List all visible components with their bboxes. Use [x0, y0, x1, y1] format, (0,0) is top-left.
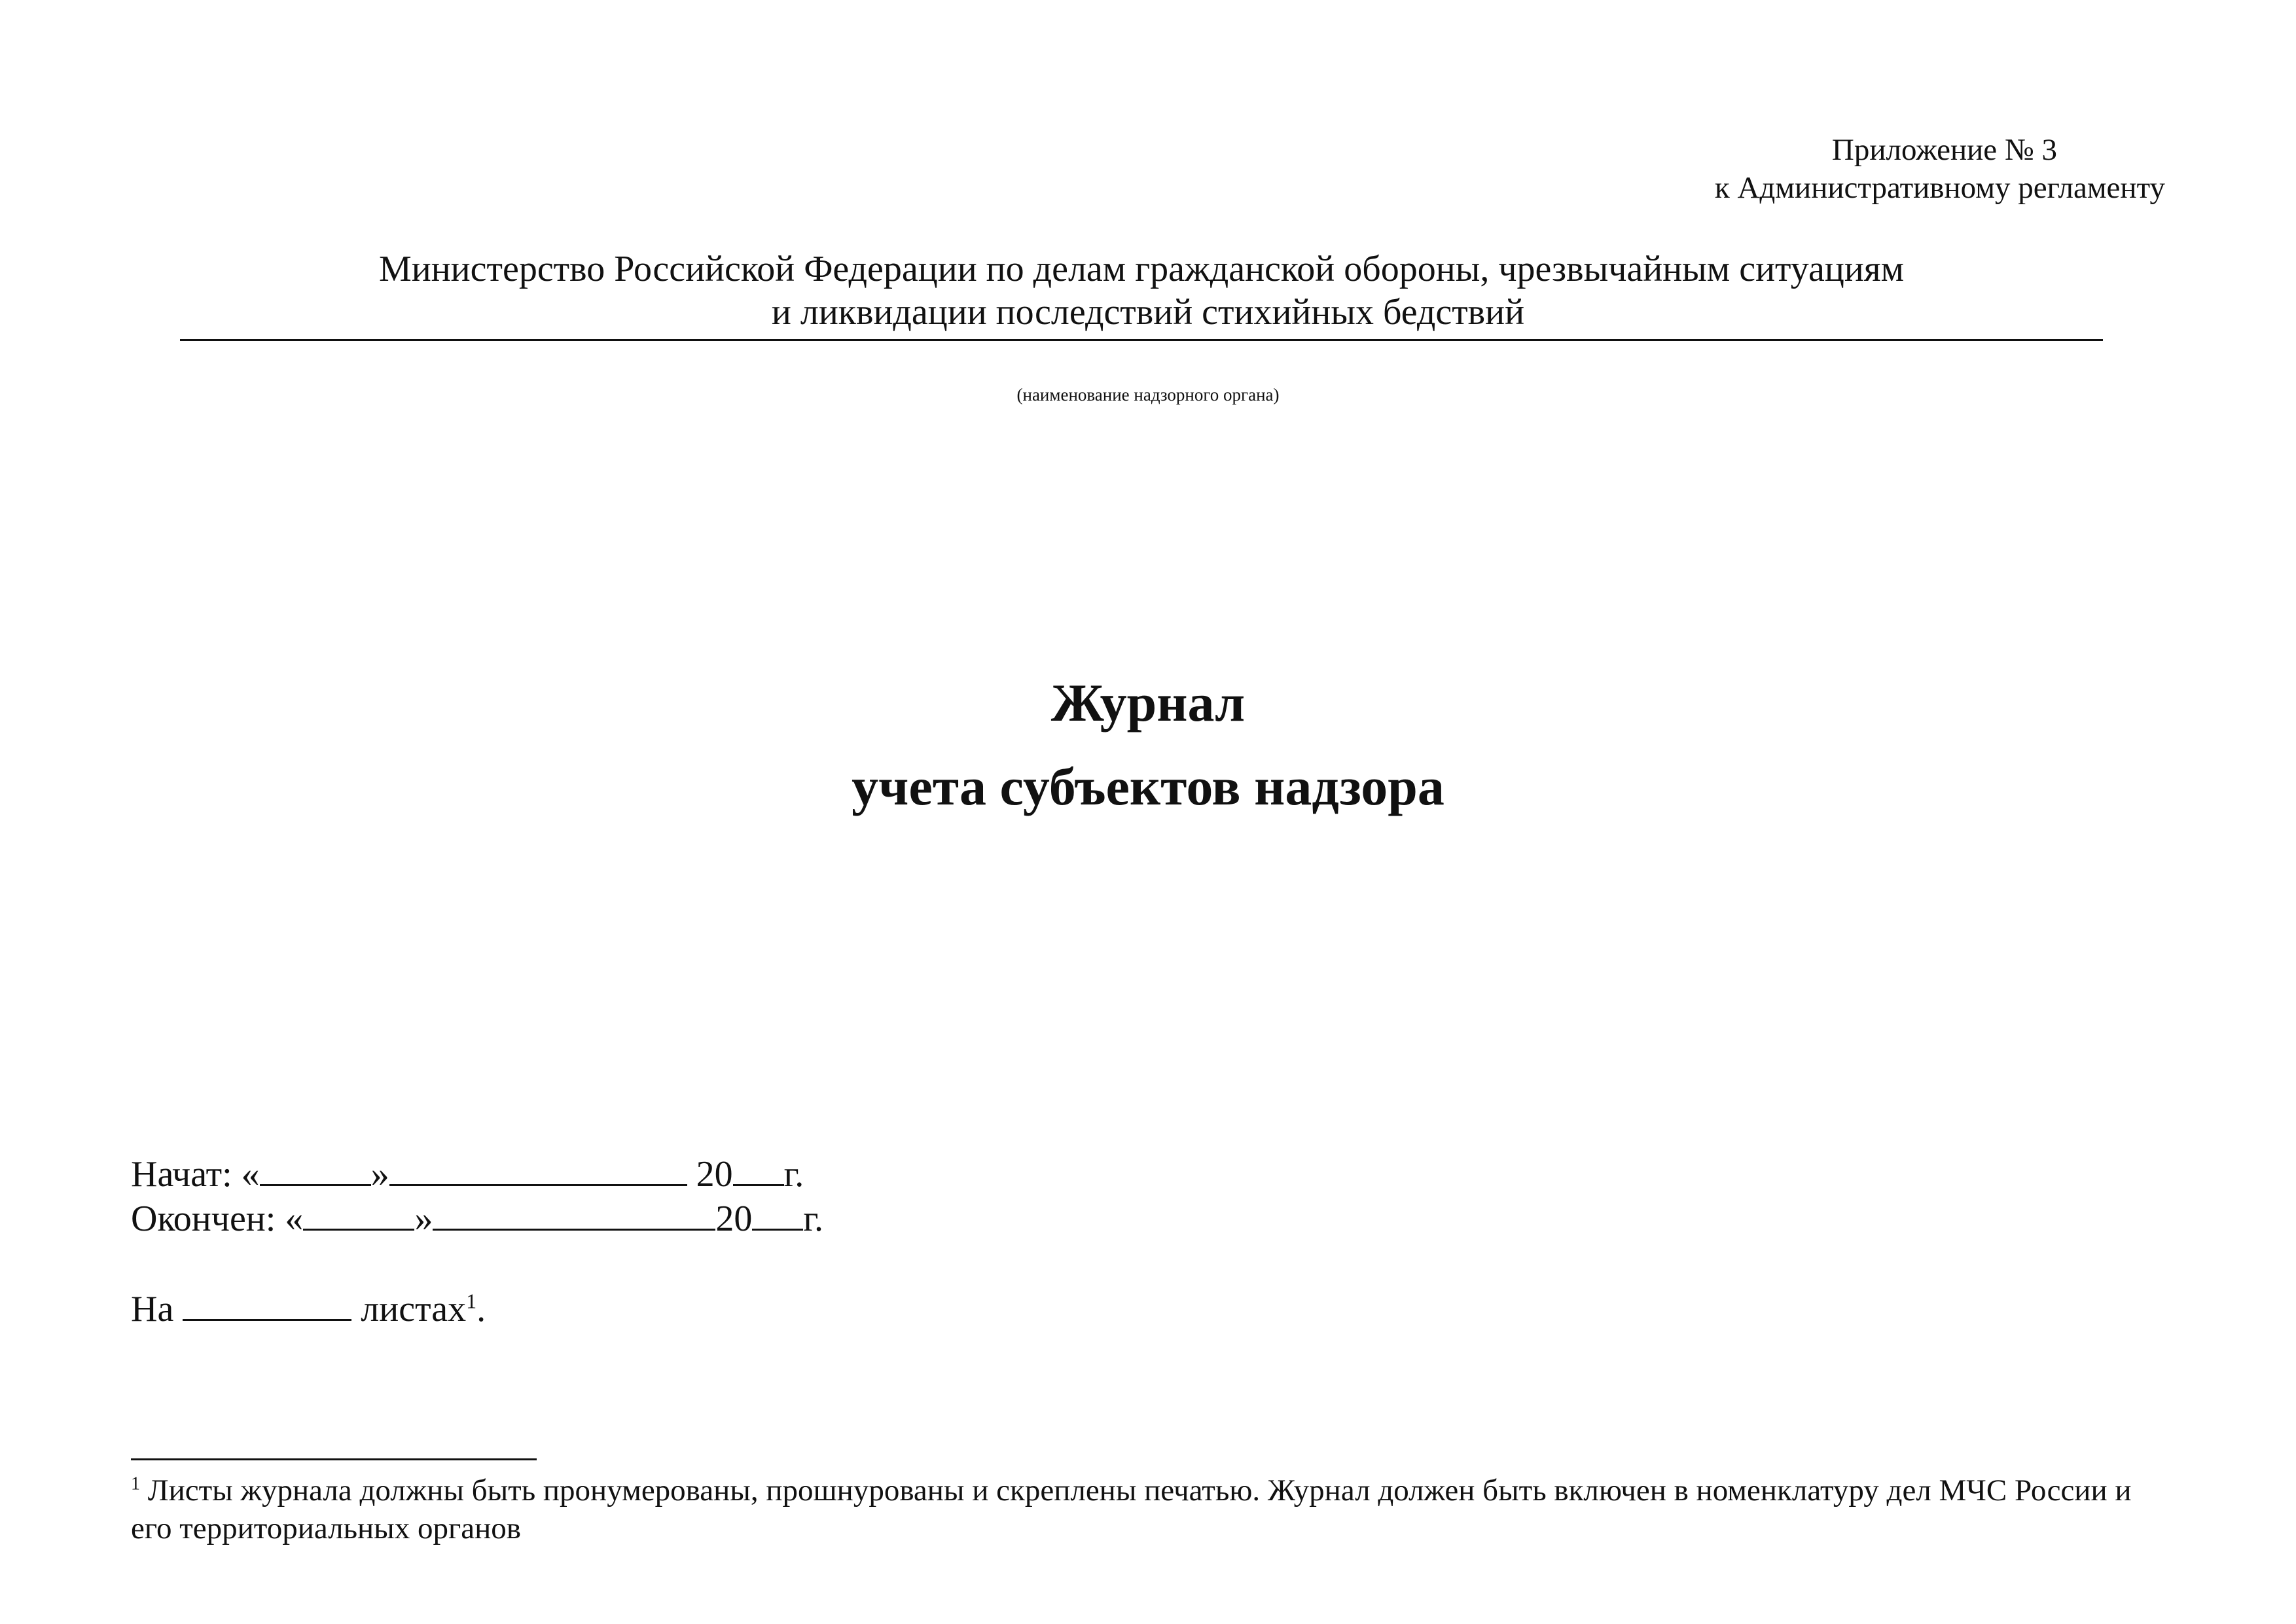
sheets-count-blank — [183, 1289, 351, 1321]
ended-quote-close: » — [414, 1199, 433, 1239]
footnote-separator — [131, 1458, 537, 1460]
appendix-number: Приложение № 3 — [1831, 133, 2057, 167]
ended-label: Окончен: « — [131, 1199, 304, 1239]
ended-year-blank — [752, 1199, 803, 1231]
ministry-line-1: Министерство Российской Федерации по делам гражданской обороны, чрезвычайным ситуациям — [378, 249, 1905, 289]
started-month-blank — [389, 1154, 687, 1186]
journal-title-line-2: учета субъектов надзора — [852, 757, 1444, 816]
sheets-row — [131, 1287, 486, 1331]
footnote — [131, 1471, 2140, 1547]
ministry-line-2: и ликвидации последствий стихийных бедствий — [771, 292, 1525, 333]
started-year-suffix: г. — [783, 1154, 804, 1195]
ministry-header — [0, 247, 2296, 334]
started-day-blank — [260, 1154, 371, 1186]
started-row — [131, 1152, 823, 1197]
started-year-blank — [733, 1154, 784, 1186]
organ-name-caption — [0, 384, 2296, 406]
started-label: Начат: « — [131, 1154, 260, 1195]
journal-title-line-1: Журнал — [1050, 673, 1246, 732]
ended-day-blank — [303, 1199, 414, 1231]
ended-row — [131, 1197, 823, 1241]
ended-year-prefix: 20 — [715, 1199, 753, 1239]
date-fields — [131, 1152, 823, 1241]
ended-year-suffix: г. — [803, 1199, 823, 1239]
sheets-suffix: листах — [361, 1289, 467, 1329]
organ-name-caption-text: (наименование надзорного органа) — [1016, 385, 1280, 405]
started-year-prefix: 20 — [696, 1154, 733, 1195]
organ-name-line — [180, 339, 2103, 341]
sheets-end: . — [476, 1289, 486, 1329]
journal-title — [0, 661, 2296, 829]
started-quote-close: » — [370, 1154, 389, 1195]
ended-month-blank — [433, 1199, 715, 1231]
footnote-mark: 1 — [131, 1473, 140, 1494]
sheets-footnote-mark: 1 — [466, 1289, 477, 1313]
appendix-reference: к Административному регламенту — [1714, 171, 2165, 205]
appendix-block — [1511, 131, 2165, 207]
footnote-text: Листы журнала должны быть пронумерованы, прошнурованы и скреплены печатью. Журнал должен быть включен в номенклатуру дел МЧС России и его территориальных органов — [131, 1473, 2132, 1545]
sheets-prefix: На — [131, 1289, 174, 1329]
